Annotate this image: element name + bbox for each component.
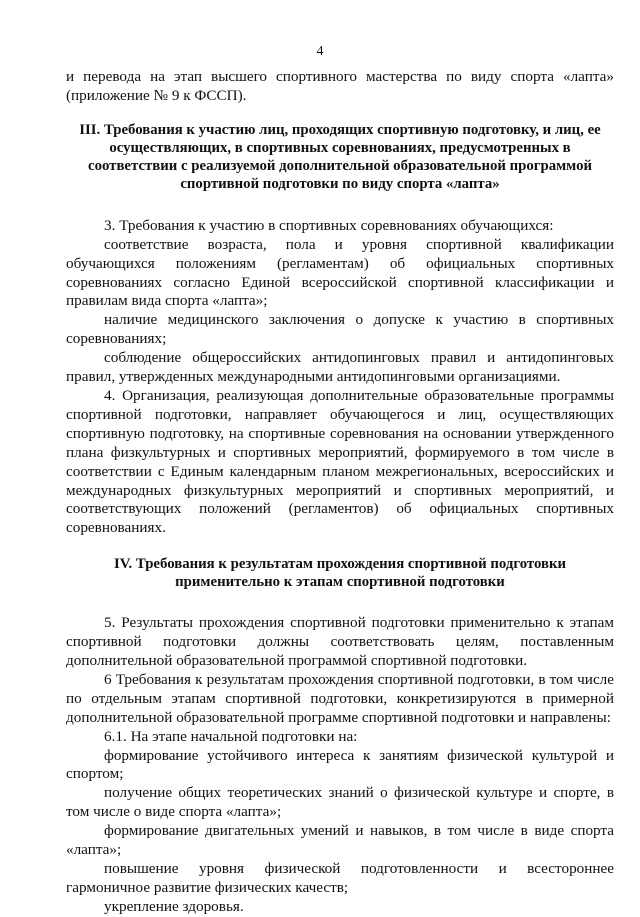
section-4-paragraph: повышение уровня физической подготовленности и всестороннее гармоничное развитие физических качеств;	[66, 860, 614, 896]
section-3-paragraph: 4. Организация, реализующая дополнительные образовательные программы спортивной подготовки, направляет обучающегося и лиц, осуществляющих спортивную подготовку, на спортивные соревнования на основании утвержденного плана физкультурных и спортивных мероприятий, формируемого в том числе в соответствии с Единым календарным планом межрегиональных, всероссийских и международных физкультурных мероприятий и спортивных мероприятий, и соответствующих положений (регламентов) об официальных спортивных соревнованиях.	[66, 386, 614, 537]
section-4-paragraph: получение общих теоретических знаний о физической культуре и спорте, в том числе о виде спорта «лапта»;	[66, 784, 614, 821]
intro-paragraph: и перевода на этап высшего спортивного мастерства по виду спорта «лапта» (приложение № 9 к ФССП).	[66, 68, 614, 104]
document-body	[66, 68, 614, 917]
section-3-paragraph: наличие медицинского заключения о допуске к участию в спортивных соревнованиях;	[66, 311, 614, 348]
section-4-paragraph: укрепление здоровья.	[104, 897, 244, 915]
section-3-paragraph: 3. Требования к участию в спортивных соревнованиях обучающихся:	[104, 216, 554, 234]
section-3-paragraph: соблюдение общероссийских антидопинговых правил и антидопинговых правил, утвержденных международными антидопинговыми организациями.	[66, 349, 614, 386]
section-4-paragraph: 6.1. На этапе начальной подготовки на:	[104, 727, 358, 745]
section-4-heading: IV. Требования к результатам прохождения спортивной подготовки применительно к этапам спортивной подготовки	[113, 556, 567, 591]
section-4-paragraph: формирование устойчивого интереса к занятиям физической культурой и спортом;	[66, 746, 614, 783]
section-3-heading: III. Требования к участию лиц, проходящих спортивную подготовку, и лиц, ее осуществляющих, в спортивных соревнованиях, предусмотренных в соответствии с реализуемой дополнительной образовательной программой спортивной подготовки по виду спорта «лапта»	[79, 121, 601, 192]
section-3-paragraph: соответствие возраста, пола и уровня спортивной квалификации обучающихся положениям (регламентам) об официальных спортивных соревнованиях согласно Единой всероссийской спортивной классификации и правилам вида спорта «лапта»;	[66, 235, 614, 310]
page-number: 4	[316, 44, 324, 59]
section-4-paragraph: 6 Требования к результатам прохождения спортивной подготовки, в том числе по отдельным этапам спортивной подготовки, конкретизируются в примерной дополнительной образовательной программе спортивной подготовки и направлены:	[66, 670, 614, 726]
section-4-paragraph: формирование двигательных умений и навыков, в том числе в виде спорта «лапта»;	[66, 822, 614, 859]
section-4-paragraph: 5. Результаты прохождения спортивной подготовки применительно к этапам спортивной подготовки должны соответствовать целям, поставленным дополнительной образовательной программой спортивной подготовки.	[66, 614, 614, 670]
